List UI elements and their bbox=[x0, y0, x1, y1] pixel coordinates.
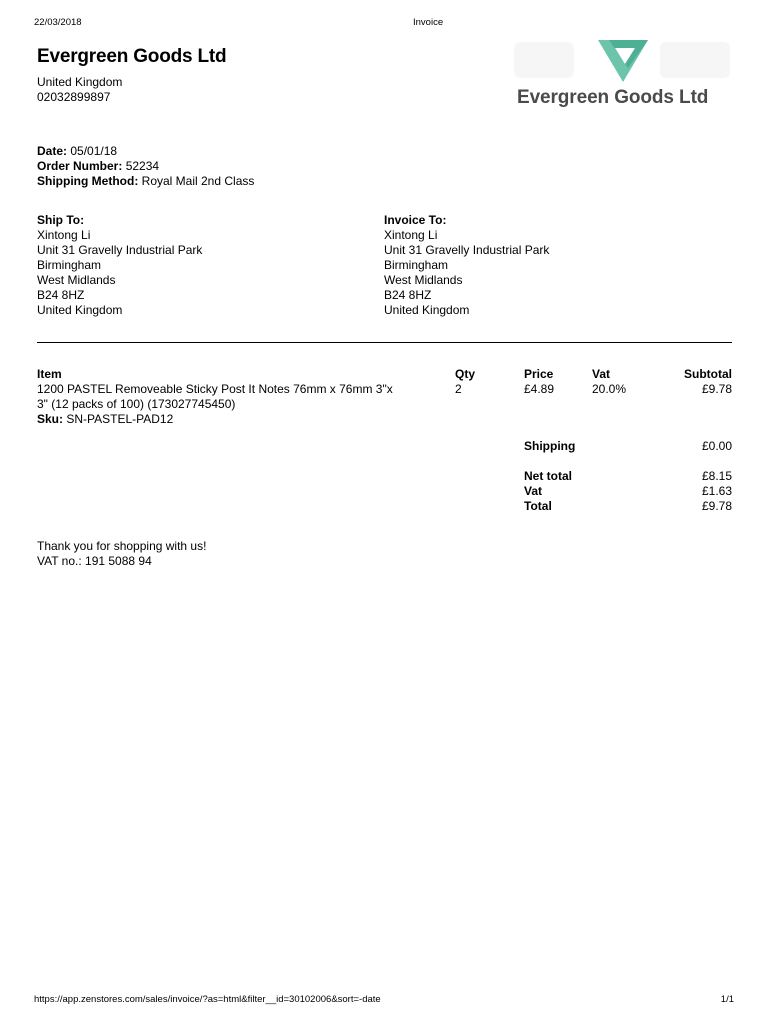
order-date-value: 05/01/18 bbox=[70, 144, 118, 158]
ship-to-address bbox=[37, 213, 202, 318]
invoice-to-address bbox=[384, 213, 549, 318]
net-total-label: Net total bbox=[524, 469, 572, 483]
item-sku-value: SN-PASTEL-PAD12 bbox=[66, 412, 174, 426]
item-subtotal: £9.78 bbox=[701, 382, 732, 396]
item-sku bbox=[37, 412, 432, 427]
invoice-to-line: Birmingham bbox=[384, 258, 449, 272]
shipping-method-label: Shipping Method: bbox=[37, 174, 139, 188]
invoice-to-line: Xintong Li bbox=[384, 228, 438, 242]
item-description-line: 3" (12 packs of 100) (173027745450) bbox=[37, 397, 236, 411]
logo-text: Evergreen Goods Ltd bbox=[517, 87, 709, 108]
print-header bbox=[34, 17, 734, 31]
print-url: https://app.zenstores.com/sales/invoice/?as=html&filter__id=30102006&sort=-date bbox=[34, 994, 381, 1005]
item-description bbox=[37, 382, 432, 427]
header-qty: Qty bbox=[455, 367, 476, 381]
print-title: Invoice bbox=[413, 17, 444, 28]
ship-to-line: Xintong Li bbox=[37, 228, 91, 242]
shipping-value: £0.00 bbox=[701, 439, 732, 453]
ship-to-line: West Midlands bbox=[37, 273, 116, 287]
vat-total-value: £1.63 bbox=[701, 484, 732, 498]
invoice-to-line: West Midlands bbox=[384, 273, 463, 287]
order-date-label: Date: bbox=[37, 144, 68, 158]
company-phone: 02032899897 bbox=[37, 90, 111, 104]
grand-total-value: £9.78 bbox=[701, 499, 732, 513]
ship-to-line: Unit 31 Gravelly Industrial Park bbox=[37, 243, 203, 257]
print-date: 22/03/2018 bbox=[34, 17, 82, 28]
ship-to-line: United Kingdom bbox=[37, 303, 123, 317]
item-qty: 2 bbox=[455, 382, 462, 396]
item-vat: 20.0% bbox=[592, 382, 627, 396]
invoice-to-line: Unit 31 Gravelly Industrial Park bbox=[384, 243, 550, 257]
ship-to-heading: Ship To: bbox=[37, 213, 85, 227]
order-totals bbox=[524, 469, 732, 514]
order-details bbox=[37, 144, 254, 189]
header-price: Price bbox=[524, 367, 554, 381]
shipping-label: Shipping bbox=[524, 439, 576, 453]
item-price: £4.89 bbox=[524, 382, 555, 396]
order-number-value: 52234 bbox=[125, 159, 160, 173]
header-subtotal: Subtotal bbox=[684, 367, 732, 381]
order-number-label: Order Number: bbox=[37, 159, 123, 173]
section-divider bbox=[37, 342, 732, 343]
company-name: Evergreen Goods Ltd bbox=[37, 46, 227, 67]
company-block bbox=[37, 46, 226, 105]
thank-you-message: Thank you for shopping with us! bbox=[37, 539, 207, 553]
invoice-to-heading: Invoice To: bbox=[384, 213, 447, 227]
footer-note bbox=[37, 539, 206, 569]
header-vat: Vat bbox=[592, 367, 611, 381]
shipping-method-row bbox=[37, 174, 254, 189]
order-date-row bbox=[37, 144, 254, 159]
vat-number: VAT no.: 191 5088 94 bbox=[37, 554, 152, 568]
order-number-row bbox=[37, 159, 254, 174]
ship-to-line: Birmingham bbox=[37, 258, 102, 272]
ship-to-line: B24 8HZ bbox=[37, 288, 85, 302]
net-total-value: £8.15 bbox=[701, 469, 732, 483]
invoice-to-line: United Kingdom bbox=[384, 303, 470, 317]
vat-total-label: Vat bbox=[524, 484, 543, 498]
grand-total-label: Total bbox=[524, 499, 552, 513]
shipping-total bbox=[524, 439, 732, 454]
triangle-v-logo-icon bbox=[512, 38, 734, 88]
company-logo bbox=[512, 38, 734, 114]
invoice-to-line: B24 8HZ bbox=[384, 288, 432, 302]
company-country: United Kingdom bbox=[37, 75, 123, 89]
item-description-line: 1200 PASTEL Removeable Sticky Post It Notes 76mm x 76mm 3"x bbox=[37, 382, 393, 396]
item-sku-label: Sku: bbox=[37, 412, 64, 426]
header-item: Item bbox=[37, 367, 62, 381]
page-number: 1/1 bbox=[720, 994, 734, 1005]
shipping-method-value: Royal Mail 2nd Class bbox=[141, 174, 255, 188]
